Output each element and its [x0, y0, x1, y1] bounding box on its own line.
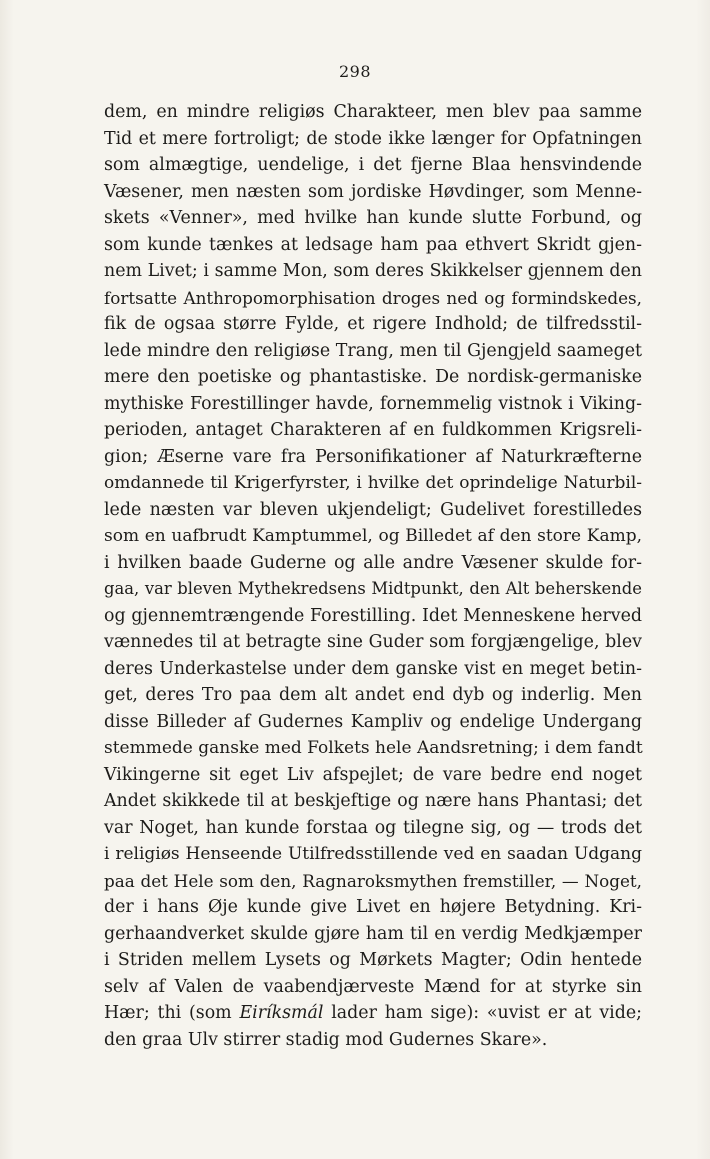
text-line-content: som kunde tænkes at ledsage ham paa ethvert Skridt gjen- — [104, 234, 642, 255]
text-line-content: i religiøs Henseende Utilfredsstillende ved en saadan Udgang — [104, 844, 642, 864]
text-line-continuation: lader ham sige): «uvist er at vide; — [323, 1003, 642, 1023]
text-line — [104, 497, 642, 524]
text-line — [104, 576, 642, 603]
text-line-content: gion; Æserne vare fra Personifikationer af Naturkræfterne — [104, 446, 642, 467]
text-line — [104, 550, 642, 577]
text-line-content: mythiske Forestillinger havde, fornemmelig vistnok i Viking- — [104, 393, 642, 414]
text-line — [104, 815, 642, 842]
text-line-content: Vikingerne sit eget Liv afspejlet; de vare bedre end noget — [104, 764, 642, 785]
text-line — [104, 629, 642, 656]
text-line-content: i Striden mellem Lysets og Mørkets Magter; Odin hentede — [104, 950, 642, 970]
text-line — [104, 841, 642, 868]
text-line-content: den graa Ulv stirrer stadig mod Gudernes Skare». — [104, 1029, 548, 1050]
text-line-content: perioden, antaget Charakteren af en fuldkommen Krigsreli- — [104, 420, 642, 440]
text-line-content: Væsener, men næsten som jordiske Høvdinger, som Menne- — [104, 181, 642, 202]
text-line-content: Andet skikkede til at beskjeftige og nære hans Phantasi; det — [104, 791, 642, 811]
text-line — [104, 126, 642, 153]
text-line — [104, 417, 642, 444]
text-line — [104, 523, 642, 550]
text-line — [104, 1000, 642, 1027]
text-line-content: Hær; thi (som — [104, 1003, 240, 1023]
text-line — [104, 735, 642, 762]
text-line-content: deres Underkastelse under dem ganske vist en meget betin- — [104, 658, 642, 679]
text-line-content: og gjennemtrængende Forestilling. Idet Menneskene herved — [104, 605, 642, 626]
text-line-content: i hvilken baade Guderne og alle andre Væsener skulde for- — [104, 552, 642, 573]
text-line-content: der i hans Øje kunde give Livet en højere Betydning. Kri- — [104, 897, 642, 917]
text-line — [104, 470, 642, 497]
text-line-content: lede næsten var bleven ukjendeligt; Gudelivet forestilledes — [104, 499, 642, 520]
text-line — [104, 232, 642, 259]
text-line — [104, 682, 642, 709]
text-line — [104, 205, 642, 232]
text-line-content: fortsatte Anthropomorphisation droges ned og formindskedes, — [104, 287, 642, 308]
text-line — [104, 656, 642, 683]
text-line — [104, 391, 642, 418]
text-line — [104, 894, 642, 921]
text-line — [104, 788, 642, 815]
text-line-content: var Noget, han kunde forstaa og tilegne sig, og — trods det — [104, 817, 642, 838]
text-line-content: stemmede ganske med Folkets hele Aandsretning; i dem fandt — [104, 738, 643, 758]
text-line-content: nem Livet; i samme Mon, som deres Skikkelser gjennem den — [104, 261, 642, 281]
text-line-content: selv af Valen de vaabendjærveste Mænd for at styrke sin — [104, 976, 642, 997]
text-line-content: disse Billeder af Gudernes Kampliv og endelige Undergang — [104, 711, 642, 732]
text-line — [104, 444, 642, 471]
text-line-content: vænnedes til at betragte sine Guder som forgjængelige, blev — [104, 632, 642, 652]
italic-title: Eiríksmál — [239, 1003, 324, 1023]
text-line-content: omdannede til Krigerfyrster, i hvilke det oprindelige Naturbil- — [104, 473, 642, 493]
text-line — [104, 311, 642, 338]
text-line — [104, 1027, 642, 1054]
text-line — [104, 99, 642, 126]
text-line — [104, 947, 642, 974]
text-line-content: gerhaandverket skulde gjøre ham til en verdig Medkjæmper — [104, 923, 642, 944]
text-line — [104, 179, 642, 206]
text-line — [104, 709, 642, 736]
text-line — [104, 258, 642, 285]
text-line — [104, 921, 642, 948]
text-line-content: gaa, var bleven Mythekredsens Midtpunkt, den Alt beherskende — [104, 579, 642, 598]
text-line-content: som en uafbrudt Kamptummel, og Billedet af den store Kamp, — [104, 526, 642, 546]
text-line-content: skets «Venner», med hvilke han kunde slutte Forbund, og — [104, 208, 642, 228]
text-line — [104, 974, 642, 1001]
text-line-content: paa det Hele som den, Ragnaroksmythen fremstiller, — Noget, — [104, 870, 642, 891]
text-line-content: dem, en mindre religiøs Charakteer, men blev paa samme — [104, 102, 642, 122]
text-line-content: lede mindre den religiøse Trang, men til Gjengjeld saameget — [104, 340, 642, 361]
text-line — [104, 338, 642, 365]
page-number: 298 — [338, 62, 372, 81]
text-line-content: Tid et mere fortroligt; de stode ikke længer for Opfatningen — [104, 128, 642, 149]
body-text — [104, 99, 642, 1053]
text-line — [104, 762, 642, 789]
text-line — [104, 603, 642, 630]
text-line — [104, 364, 642, 391]
text-line — [104, 868, 642, 895]
text-line-content: mere den poetiske og phantastiske. De nordisk-germaniske — [104, 367, 642, 387]
text-line — [104, 152, 642, 179]
text-line — [104, 285, 642, 312]
text-line-content: som almægtige, uendelige, i det fjerne Blaa hensvindende — [104, 155, 642, 175]
text-line-content: get, deres Tro paa dem alt andet end dyb og inderlig. Men — [104, 685, 642, 705]
text-line-content: fik de ogsaa større Fylde, et rigere Indhold; de tilfredsstil- — [104, 314, 642, 334]
